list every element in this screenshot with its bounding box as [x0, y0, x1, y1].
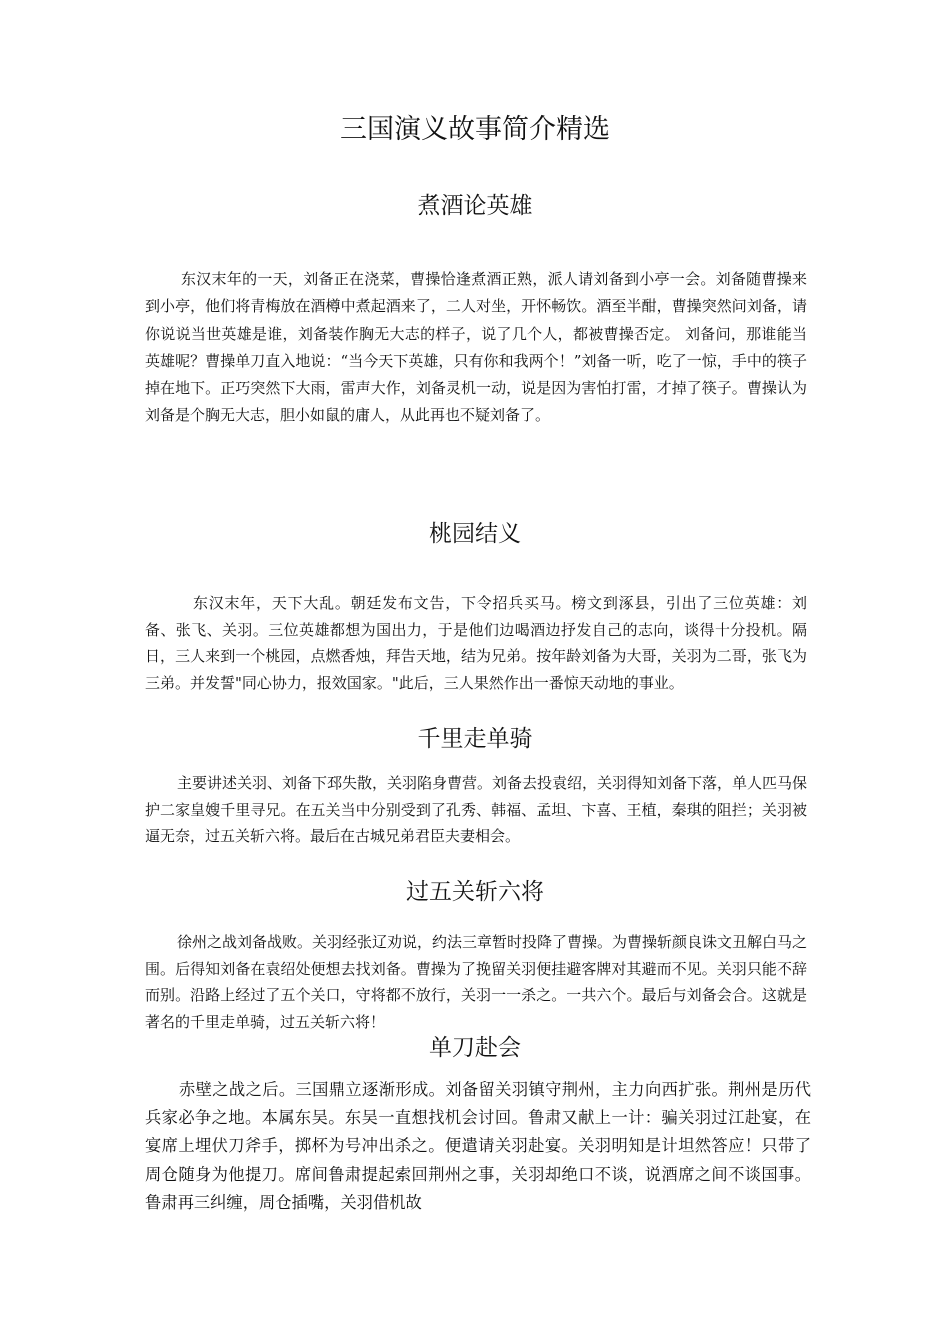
section-heading: 千里走单骑	[417, 726, 533, 752]
section-body: 赤壁之战之后。三国鼎立逐渐形成。刘备留关羽镇守荆州，主力向西扩张。荆州是历代兵家必争之地。本属东吴。东吴一直想找机会讨回。鲁肃又献上一计：骗关羽过江赴宴，在宴席上埋伏刀斧手，掷杯为号冲出杀之。便遣请关羽赴宴。关羽明知是计坦然答应！只带了周仓随身为他提刀。席间鲁肃提起索回荆州之事，关羽却绝口不谈，说酒席之间不谈国事。鲁肃再三纠缠，周仓插嘴，关羽借机故	[145, 1080, 811, 1212]
section-body: 东汉末年的一天，刘备正在浇菜，曹操恰逢煮酒正熟，派人请刘备到小亭一会。刘备随曹操来到小亭，他们将青梅放在酒樽中煮起酒来了，二人对坐，开怀畅饮。酒至半酣，曹操突然问刘备，请你说说当世英雄是谁，刘备装作胸无大志的样子，说了几个人，都被曹操否定。 刘备问，那谁能当英雄呢？曹操单刀直入地说：“当今天下英雄，只有你和我两个！”刘备一听，吃了一惊，手中的筷子掉在地下。正巧突然下大雨，雷声大作，刘备灵机一动，说是因为害怕打雷，才掉了筷子。曹操认为刘备是个胸无大志，胆小如鼠的庸人，从此再也不疑刘备了。	[145, 270, 807, 425]
section-heading: 单刀赴会	[429, 1035, 521, 1061]
document-title: 三国演义故事简介精选	[340, 114, 610, 145]
section-body: 东汉末年，天下大乱。朝廷发布文告，下令招兵买马。榜文到涿县，引出了三位英雄：刘备、张飞、关羽。三位英雄都想为国出力，于是他们边喝酒边抒发自己的志向，谈得十分投机。隔日，三人来到一个桃园，点燃香烛，拜告天地，结为兄弟。按年龄刘备为大哥，关羽为二哥，张飞为三弟。并发誓"同心协力，报效国家。"此后，三人果然作出一番惊天动地的事业。	[145, 594, 807, 692]
section-body: 主要讲述关羽、刘备下邳失散，关羽陷身曹营。刘备去投袁绍，关羽得知刘备下落，单人匹马保护二家皇嫂千里寻兄。在五关当中分别受到了孔秀、韩福、孟坦、卞喜、王植，秦琪的阻拦；关羽被逼无奈，过五关斩六将。最后在古城兄弟君臣夫妻相会。	[145, 774, 808, 845]
section-heading: 桃园结义	[429, 521, 521, 547]
section-heading: 煮酒论英雄	[417, 193, 533, 219]
section-body: 徐州之战刘备战败。关羽经张辽劝说，约法三章暂时投降了曹操。为曹操斩颜良诛文丑解白马之围。后得知刘备在袁绍处便想去找刘备。曹操为了挽留关羽便挂避客牌对其避而不见。关羽只能不辞而别。沿路上经过了五个关口，守将都不放行，关羽一一杀之。一共六个。最后与刘备会合。这就是著名的千里走单骑，过五关斩六将！	[145, 933, 808, 1031]
section-heading: 过五关斩六将	[406, 879, 544, 905]
